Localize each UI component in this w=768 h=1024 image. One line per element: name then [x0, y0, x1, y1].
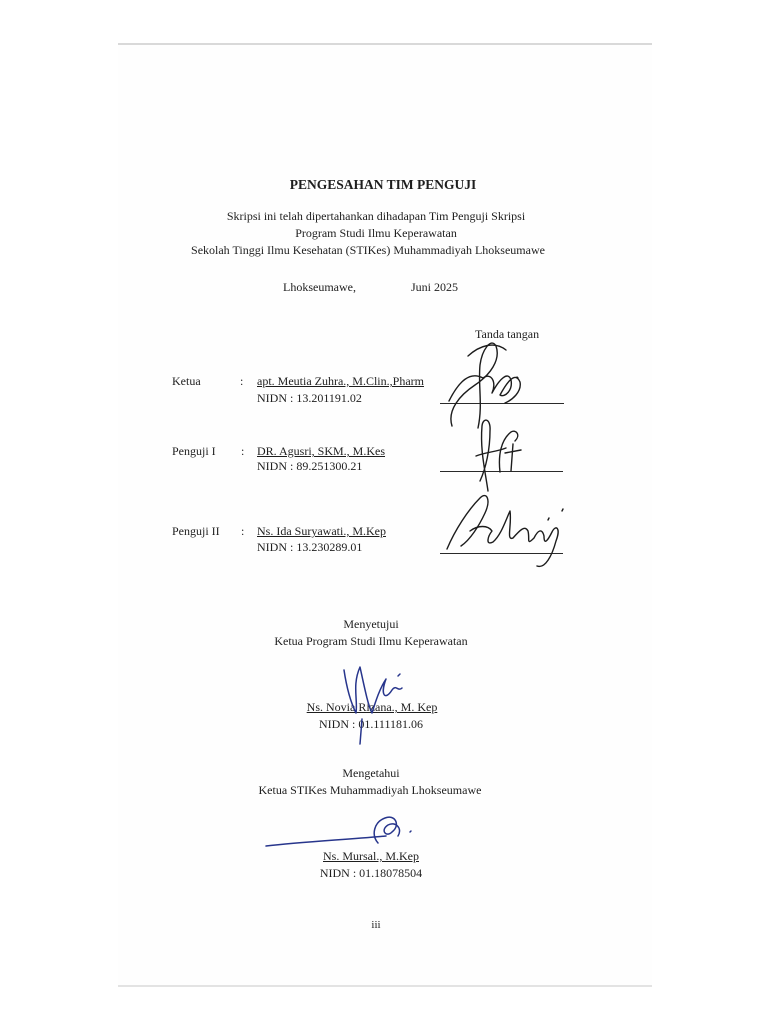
acknowledgement-label: Mengetahui [342, 766, 400, 780]
examiner-role: Ketua [172, 374, 201, 388]
page-title: PENGESAHAN TIM PENGUJI [289, 177, 477, 192]
intro-line-2: Program Studi Ilmu Keperawatan [295, 226, 457, 240]
examiner-nidn: NIDN : 89.251300.21 [257, 459, 363, 473]
intro-line-3: Sekolah Tinggi Ilmu Kesehatan (STIKes) Muhammadiyah Lhokseumawe [191, 243, 545, 257]
signature-line [440, 471, 563, 472]
acknowledgement-position: Ketua STIKes Muhammadiyah Lhokseumawe [258, 783, 482, 797]
examiner-role: Penguji II [172, 524, 220, 538]
signature-column-header: Tanda tangan [475, 327, 540, 341]
examiner-nidn: NIDN : 13.201191.02 [257, 391, 362, 405]
page-number: iii [371, 919, 381, 931]
approval-nidn: NIDN : 01.111181.06 [319, 717, 423, 731]
signature-line [440, 403, 564, 404]
examiner-role: Penguji I [172, 444, 216, 458]
examiner-name: DR. Agusri, SKM., M.Kes [257, 444, 386, 458]
place-label: Lhokseumawe, [283, 280, 356, 294]
approval-label: Menyetujui [343, 617, 399, 631]
examiner-separator: : [240, 374, 244, 388]
date-label: Juni 2025 [411, 280, 459, 294]
examiner-separator: : [241, 524, 245, 538]
intro-line-1: Skripsi ini telah dipertahankan dihadapan Tim Penguji Skripsi [226, 209, 526, 223]
approval-position: Ketua Program Studi Ilmu Keperawatan [274, 634, 468, 648]
examiner-name: Ns. Ida Suryawati., M.Kep [257, 524, 386, 538]
examiner-separator: : [241, 444, 245, 458]
acknowledgement-name: Ns. Mursal., M.Kep [323, 849, 419, 863]
acknowledgement-nidn: NIDN : 01.18078504 [319, 866, 423, 880]
examiner-name: apt. Meutia Zuhra., M.Clin.,Pharm [257, 374, 424, 388]
approval-name: Ns. Novia Rizana., M. Kep [306, 700, 438, 714]
signature-line [440, 553, 563, 554]
examiner-nidn: NIDN : 13.230289.01 [257, 540, 363, 554]
